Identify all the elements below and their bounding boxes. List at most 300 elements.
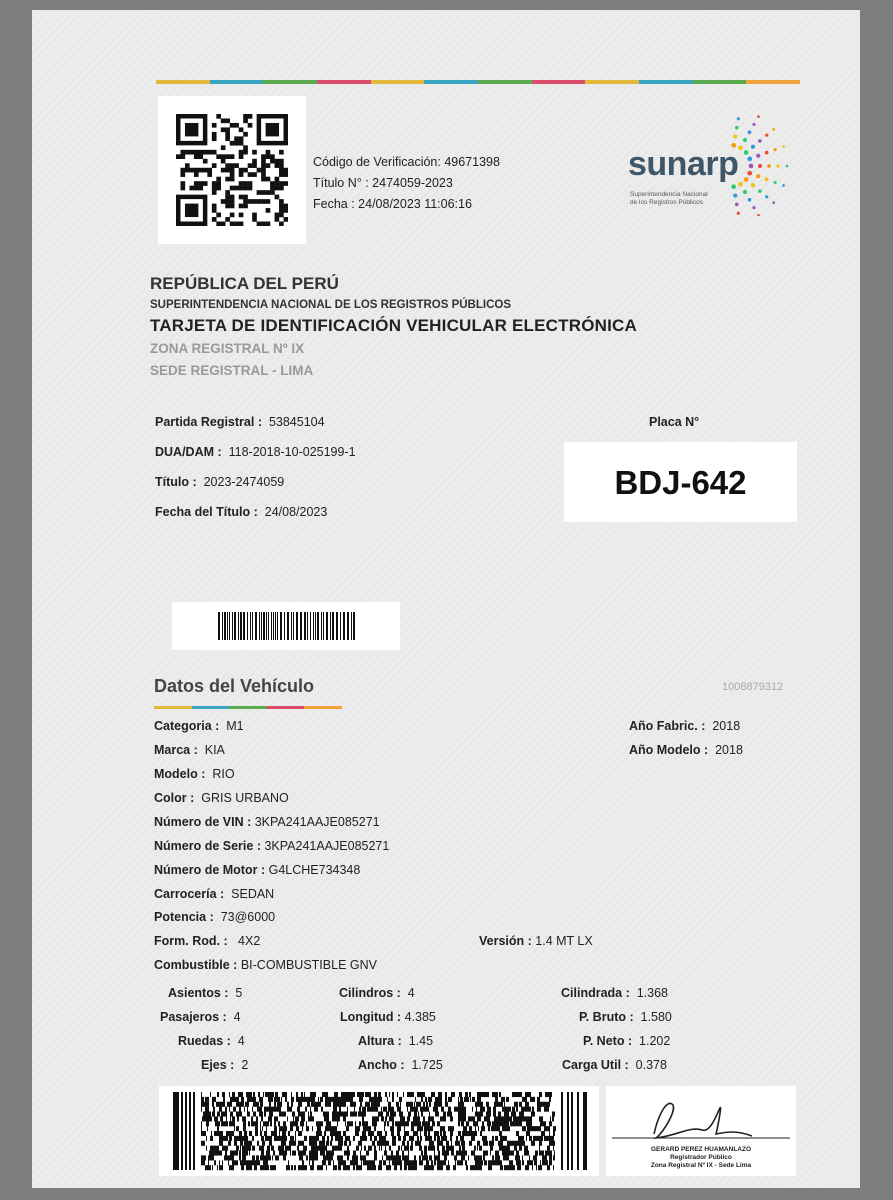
- pdf417-module: [511, 1112, 514, 1117]
- pdf417-module: [226, 1131, 227, 1136]
- pdf417-module: [499, 1092, 501, 1097]
- pdf417-module: [234, 1126, 235, 1131]
- pdf417-module: [455, 1160, 456, 1165]
- pdf417-module: [261, 1112, 263, 1117]
- pdf417-module: [367, 1160, 369, 1165]
- pdf417-module: [507, 1141, 509, 1146]
- pdf417-module: [281, 1097, 282, 1102]
- pdf417-module: [527, 1160, 529, 1165]
- pdf417-module: [538, 1165, 540, 1170]
- pdf417-module: [343, 1116, 346, 1121]
- pdf417-module: [416, 1102, 418, 1107]
- pdf417-module: [406, 1155, 409, 1160]
- qr-module: [225, 204, 230, 209]
- pdf417-module: [242, 1155, 245, 1160]
- pdf417-module: [251, 1160, 254, 1165]
- pdf417-module: [472, 1151, 475, 1156]
- pdf417-module: [511, 1165, 514, 1170]
- pdf417-module: [386, 1165, 388, 1170]
- pdf417-module: [340, 1131, 341, 1136]
- pdf417-module: [431, 1092, 432, 1097]
- field-value: 3KPA241AAJE085271: [254, 815, 380, 829]
- pdf417-module: [353, 1092, 354, 1097]
- pdf417-module: [360, 1121, 361, 1126]
- pdf417-module: [393, 1136, 396, 1141]
- pdf417-module: [339, 1116, 340, 1121]
- pdf417-module: [311, 1102, 312, 1107]
- pdf417-module: [388, 1107, 391, 1112]
- pdf417-module: [266, 1121, 269, 1126]
- pdf417-module: [518, 1160, 521, 1165]
- pdf417-module: [205, 1107, 206, 1112]
- logo-dot: [752, 123, 755, 126]
- pdf417-guard: [189, 1092, 191, 1170]
- pdf417-module: [309, 1141, 311, 1146]
- pdf417-module: [366, 1151, 369, 1156]
- pdf417-module: [421, 1097, 423, 1102]
- pdf417-module: [532, 1165, 533, 1170]
- spec-value: 1.368: [636, 986, 668, 1000]
- pdf417-module: [498, 1141, 499, 1146]
- spec-carga-util: [562, 1058, 667, 1072]
- pdf417-module: [284, 1151, 287, 1156]
- pdf417-module: [340, 1107, 341, 1112]
- pdf417-module: [437, 1165, 438, 1170]
- pdf417-module: [201, 1131, 204, 1136]
- pdf417-module: [257, 1141, 258, 1146]
- pdf417-module: [355, 1126, 356, 1131]
- pdf417-module: [440, 1116, 443, 1121]
- pdf417-module: [233, 1107, 236, 1112]
- pdf417-module: [373, 1107, 375, 1112]
- pdf417-module: [366, 1121, 368, 1126]
- pdf417-module: [348, 1097, 350, 1102]
- pdf417-module: [523, 1107, 525, 1112]
- pdf417-module: [422, 1160, 423, 1165]
- pdf417-module: [264, 1112, 266, 1117]
- pdf417-module: [466, 1165, 468, 1170]
- pdf417-module: [512, 1160, 513, 1165]
- pdf417-module: [475, 1112, 477, 1117]
- pdf417-module: [519, 1141, 522, 1146]
- pdf417-module: [229, 1121, 231, 1126]
- pdf417-module: [415, 1165, 417, 1170]
- pdf417-module: [298, 1112, 300, 1117]
- field-value: SEDAN: [231, 887, 275, 901]
- pdf417-module: [298, 1131, 300, 1136]
- pdf417-module: [420, 1121, 421, 1126]
- pdf417-module: [206, 1102, 207, 1107]
- qr-module: [261, 190, 266, 195]
- pdf417-module: [303, 1146, 305, 1151]
- pdf417-module: [536, 1165, 537, 1170]
- pdf417-module: [291, 1102, 292, 1107]
- qr-module: [243, 132, 248, 137]
- pdf417-module: [271, 1131, 274, 1136]
- pdf417-module: [232, 1121, 235, 1126]
- pdf417-module: [284, 1136, 287, 1141]
- qr-module: [221, 127, 226, 132]
- pdf417-module: [369, 1126, 371, 1131]
- pdf417-module: [502, 1146, 505, 1151]
- pdf417-module: [288, 1102, 289, 1107]
- pdf417-module: [392, 1097, 394, 1102]
- pdf417-module: [517, 1151, 519, 1156]
- pdf417-module: [296, 1097, 299, 1102]
- pdf417-module: [488, 1160, 490, 1165]
- pdf417-module: [538, 1136, 539, 1141]
- pdf417-module: [394, 1141, 396, 1146]
- logo-dot: [757, 214, 760, 216]
- pdf417-module: [524, 1146, 526, 1151]
- pdf417-module: [296, 1092, 298, 1097]
- pdf417-module: [241, 1112, 242, 1117]
- pdf417-module: [263, 1155, 266, 1160]
- pdf417-module: [459, 1092, 462, 1097]
- pdf417-module: [368, 1107, 371, 1112]
- pdf417-module: [346, 1112, 348, 1117]
- pdf417-module: [341, 1146, 342, 1151]
- pdf417-module: [326, 1121, 329, 1126]
- barcode-bar: [310, 612, 311, 640]
- pdf417-module: [312, 1151, 315, 1156]
- pdf417-module: [292, 1102, 293, 1107]
- pdf417-module: [289, 1107, 292, 1112]
- pdf417-module: [322, 1136, 325, 1141]
- pdf417-module: [292, 1112, 295, 1117]
- qr-module: [239, 136, 244, 141]
- pdf417-module: [410, 1146, 413, 1151]
- pdf417-module: [228, 1160, 229, 1165]
- qr-module: [243, 145, 248, 150]
- qr-module: [275, 217, 280, 222]
- pdf417-module: [349, 1121, 352, 1126]
- logo-dot: [765, 195, 768, 198]
- pdf417-module: [420, 1131, 421, 1136]
- pdf417-module: [512, 1107, 515, 1112]
- field-label: Modelo :: [154, 767, 206, 781]
- pdf417-module: [320, 1146, 322, 1151]
- pdf417-module: [322, 1151, 325, 1156]
- barcode-bar: [232, 612, 233, 640]
- pdf417-module: [202, 1116, 203, 1121]
- pdf417-module: [479, 1155, 482, 1160]
- pdf417-module: [208, 1165, 211, 1170]
- qr-module: [243, 181, 248, 186]
- pdf417-module: [398, 1126, 401, 1131]
- pdf417-module: [509, 1160, 512, 1165]
- pdf417-module: [262, 1097, 263, 1102]
- pdf417-module: [442, 1146, 445, 1151]
- pdf417-module: [484, 1151, 486, 1156]
- qr-module: [230, 222, 235, 226]
- qr-module: [257, 222, 262, 226]
- pdf417-module: [469, 1126, 470, 1131]
- pdf417-module: [417, 1126, 419, 1131]
- pdf417-module: [489, 1141, 491, 1146]
- pdf417-module: [499, 1141, 501, 1146]
- pdf417-module: [477, 1121, 478, 1126]
- pdf417-module: [440, 1141, 443, 1146]
- pdf417-module: [403, 1136, 406, 1141]
- qr-finder: [185, 123, 198, 136]
- pdf417-module: [234, 1116, 235, 1121]
- qr-module: [230, 163, 235, 168]
- pdf417-module: [442, 1151, 443, 1156]
- pdf417-module: [353, 1160, 355, 1165]
- pdf417-module: [234, 1136, 236, 1141]
- pdf417-module: [285, 1092, 287, 1097]
- pdf417-module: [319, 1146, 320, 1151]
- qr-module: [212, 208, 217, 213]
- pdf417-module: [506, 1112, 508, 1117]
- pdf417-module: [366, 1092, 368, 1097]
- pdf417-module: [331, 1136, 333, 1141]
- pdf417-module: [201, 1141, 203, 1146]
- pdf417-module: [225, 1107, 227, 1112]
- pdf417-module: [329, 1151, 332, 1156]
- barcode-bar: [227, 612, 228, 640]
- section-title-underline: [154, 706, 342, 709]
- pdf417-module: [501, 1141, 503, 1146]
- pdf417-module: [500, 1165, 501, 1170]
- spec-value: 2: [241, 1058, 249, 1072]
- pdf417-module: [315, 1151, 316, 1156]
- spec-label: Ancho :: [358, 1058, 405, 1072]
- pdf417-module: [263, 1092, 264, 1097]
- qr-module: [279, 163, 284, 168]
- pdf417-module: [469, 1092, 471, 1097]
- barcode-bar: [263, 612, 265, 640]
- pdf417-module: [217, 1121, 220, 1126]
- pdf417-module: [533, 1126, 536, 1131]
- field-carroceria: [154, 887, 274, 901]
- pdf417-module: [482, 1121, 484, 1126]
- pdf417-module: [465, 1107, 466, 1112]
- barcode-bar: [321, 612, 322, 640]
- pdf417-module: [447, 1112, 450, 1117]
- spec-label: P. Neto :: [583, 1034, 633, 1048]
- pdf417-module: [404, 1131, 406, 1136]
- qr-module: [225, 154, 230, 159]
- pdf417-module: [458, 1097, 459, 1102]
- pdf417-module: [447, 1151, 449, 1156]
- pdf417-module: [530, 1097, 532, 1102]
- pdf417-module: [448, 1107, 449, 1112]
- pdf417-module: [201, 1097, 204, 1102]
- pdf417-module: [262, 1102, 263, 1107]
- field-formrod: [154, 934, 260, 948]
- pdf417-module: [304, 1136, 307, 1141]
- verification-code: Código de Verificación: 49671398: [313, 155, 500, 169]
- pdf417-module: [527, 1126, 528, 1131]
- pdf417-module: [213, 1146, 216, 1151]
- field-value: RIO: [212, 767, 235, 781]
- pdf417-module: [422, 1155, 425, 1160]
- pdf417-module: [361, 1097, 362, 1102]
- pdf417-module: [298, 1165, 299, 1170]
- stripe-segment: [192, 706, 230, 709]
- pdf417-module: [497, 1155, 500, 1160]
- pdf417-module: [420, 1136, 422, 1141]
- pdf417-module: [534, 1112, 535, 1117]
- pdf417-module: [494, 1092, 495, 1097]
- pdf417-module: [279, 1126, 282, 1131]
- pdf417-module: [327, 1112, 329, 1117]
- pdf417-module: [491, 1165, 492, 1170]
- pdf417-module: [247, 1102, 248, 1107]
- pdf417-module: [437, 1121, 440, 1126]
- pdf417-module: [546, 1160, 548, 1165]
- pdf417-module: [216, 1146, 219, 1151]
- qr-module: [230, 177, 235, 182]
- pdf417-module: [213, 1107, 214, 1112]
- qr-module: [216, 213, 221, 218]
- pdf417-module: [509, 1116, 512, 1121]
- qr-module: [203, 181, 208, 186]
- pdf417-module: [248, 1160, 251, 1165]
- pdf417-module: [392, 1116, 394, 1121]
- pdf417-module: [408, 1160, 410, 1165]
- pdf417-module: [386, 1112, 389, 1117]
- pdf417-module: [345, 1160, 346, 1165]
- pdf417-module: [339, 1136, 342, 1141]
- pdf417-module: [309, 1136, 311, 1141]
- pdf417-module: [534, 1141, 535, 1146]
- pdf417-module: [274, 1126, 277, 1131]
- stripe-segment: [263, 80, 317, 84]
- pdf417-module: [390, 1116, 391, 1121]
- pdf417-module: [335, 1165, 337, 1170]
- pdf417-module: [479, 1146, 481, 1151]
- qr-module: [275, 177, 280, 182]
- barcode-bar: [268, 612, 269, 640]
- logo-dot: [743, 190, 747, 194]
- pdf417-module: [271, 1107, 274, 1112]
- pdf417-module: [240, 1141, 241, 1146]
- pdf417-module: [493, 1155, 494, 1160]
- field-value: BI-COMBUSTIBLE GNV: [240, 958, 377, 972]
- pdf417-module: [338, 1141, 339, 1146]
- spec-label: Ruedas :: [178, 1034, 231, 1048]
- pdf417-module: [339, 1107, 340, 1112]
- pdf417-module: [210, 1136, 211, 1141]
- field-marca: [154, 743, 225, 757]
- pdf417-module: [223, 1121, 225, 1126]
- pdf417-module: [215, 1121, 217, 1126]
- stripe-segment: [693, 80, 747, 84]
- pdf417-module: [308, 1126, 309, 1131]
- pdf417-module: [259, 1092, 260, 1097]
- pdf417-module: [298, 1116, 299, 1121]
- qr-module: [239, 195, 244, 200]
- pdf417-guard: [561, 1092, 563, 1170]
- field-value: M1: [226, 719, 244, 733]
- pdf417-module: [502, 1097, 503, 1102]
- pdf417-module: [550, 1116, 551, 1121]
- pdf417-module: [403, 1092, 404, 1097]
- pdf417-module: [282, 1131, 283, 1136]
- pdf417-module: [312, 1097, 315, 1102]
- pdf417-module: [531, 1112, 534, 1117]
- pdf417-module: [309, 1097, 310, 1102]
- pdf417-module: [302, 1092, 303, 1097]
- pdf417-module: [338, 1165, 341, 1170]
- pdf417-module: [392, 1160, 394, 1165]
- pdf417-module: [505, 1146, 508, 1151]
- barcode-bar: [275, 612, 276, 640]
- pdf417-module: [438, 1165, 441, 1170]
- pdf417-module: [465, 1116, 466, 1121]
- pdf417-module: [487, 1121, 490, 1126]
- pdf417-module: [429, 1141, 432, 1146]
- pdf417-module: [325, 1126, 328, 1131]
- pdf417-module: [209, 1116, 212, 1121]
- pdf417-module: [380, 1141, 383, 1146]
- field-value: 118-2018-10-025199-1: [228, 445, 356, 459]
- pdf417-module: [423, 1107, 425, 1112]
- pdf417-module: [544, 1126, 545, 1131]
- pdf417-module: [332, 1116, 333, 1121]
- pdf417-module: [374, 1146, 375, 1151]
- pdf417-module: [504, 1151, 506, 1156]
- pdf417-module: [343, 1131, 346, 1136]
- pdf417-module: [454, 1155, 457, 1160]
- pdf417-module: [554, 1151, 555, 1156]
- pdf417-module: [323, 1155, 326, 1160]
- pdf417-module: [340, 1141, 343, 1146]
- pdf417-module: [350, 1141, 351, 1146]
- pdf417-module: [444, 1155, 447, 1160]
- pdf417-module: [454, 1107, 457, 1112]
- header-color-stripe: [156, 80, 800, 84]
- field-color: [154, 791, 289, 805]
- qr-module: [225, 177, 230, 182]
- pdf417-module: [439, 1151, 440, 1156]
- pdf417-module: [544, 1155, 547, 1160]
- pdf417-module: [292, 1136, 294, 1141]
- pdf417-module: [317, 1126, 319, 1131]
- pdf417-module: [261, 1151, 264, 1156]
- pdf417-module: [366, 1136, 367, 1141]
- pdf417-module: [443, 1126, 445, 1131]
- heading-sede: SEDE REGISTRAL - LIMA: [150, 363, 314, 378]
- pdf417-module: [224, 1112, 225, 1117]
- pdf417-module: [417, 1121, 420, 1126]
- pdf417-module: [493, 1112, 494, 1117]
- pdf417-module: [284, 1141, 286, 1146]
- pdf417-module: [336, 1092, 338, 1097]
- pdf417-module: [461, 1155, 464, 1160]
- pdf417-module: [299, 1141, 300, 1146]
- barcode-bar: [271, 612, 272, 640]
- pdf417-module: [351, 1092, 353, 1097]
- pdf417-module: [470, 1165, 473, 1170]
- pdf417-module: [477, 1112, 478, 1117]
- pdf417-module: [300, 1112, 302, 1117]
- pdf417-module: [302, 1121, 304, 1126]
- pdf417-module: [514, 1146, 517, 1151]
- pdf417-module: [375, 1116, 376, 1121]
- pdf417-module: [253, 1097, 255, 1102]
- field-label: Combustible :: [154, 958, 238, 972]
- pdf417-module: [411, 1107, 413, 1112]
- pdf417-module: [499, 1131, 502, 1136]
- logo-dot: [733, 134, 737, 138]
- pdf417-module: [421, 1146, 422, 1151]
- logo-dot: [747, 171, 752, 176]
- pdf417-module: [268, 1092, 271, 1097]
